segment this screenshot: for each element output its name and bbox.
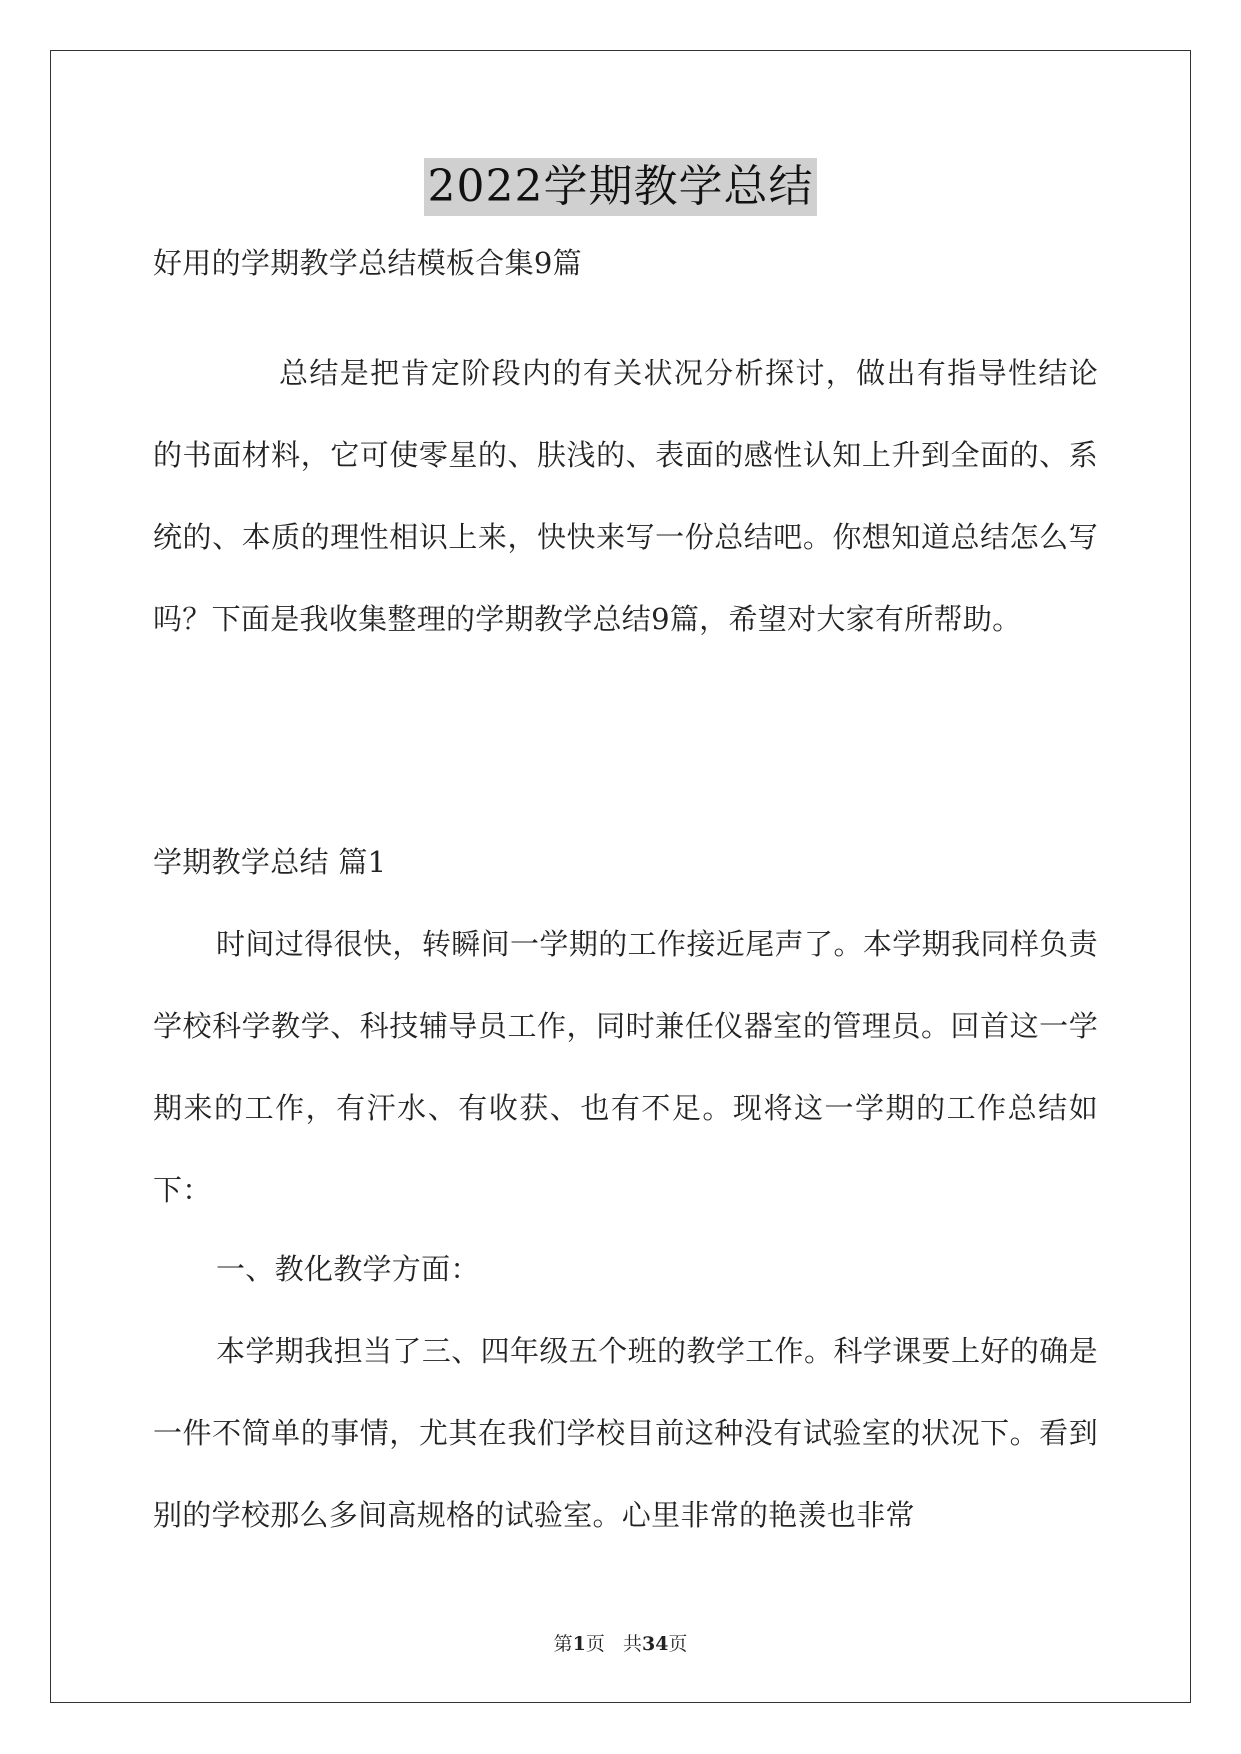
page-footer [0, 1630, 1241, 1658]
total-prefix: 共 [622, 1633, 642, 1655]
document-title: 2022学期教学总结 [424, 158, 818, 216]
body-paragraph: 时间过得很快，转瞬间一学期的工作接近尾声了。本学期我同样负责学校科学教学、科技辅导员工作，同时兼任仪器室的管理员。回首这一学期来的工作，有汗水、有收获、也有不足。现将这一学期的工作总结如下： [153, 927, 1098, 1207]
page-prefix: 第 [553, 1633, 573, 1655]
body-paragraph: 本学期我担当了三、四年级五个班的教学工作。科学课要上好的确是一件不简单的事情，尤其在我们学校目前这种没有试验室的状况下。看到别的学校那么多间高规格的试验室。心里非常的艳羡也非常 [153, 1334, 1098, 1532]
section-heading: 学期教学总结 篇1 [153, 845, 387, 879]
page-current: 1 [572, 1633, 586, 1655]
title-container [0, 158, 1241, 216]
page-total: 34 [641, 1633, 669, 1655]
subsection-heading: 一、教化教学方面： [216, 1252, 480, 1286]
document-subtitle: 好用的学期教学总结模板合集9篇 [153, 246, 582, 280]
total-suffix: 页 [668, 1633, 688, 1655]
intro-paragraph: 总结是把肯定阶段内的有关状况分析探讨，做出有指导性结论的书面材料，它可使零星的、肤浅的、表面的感性认知上升到全面的、系统的、本质的理性相识上来，快快来写一份总结吧。你想知道总结怎么写吗？下面是我收集整理的学期教学总结9篇，希望对大家有所帮助。 [153, 356, 1098, 636]
page-suffix: 页 [585, 1633, 605, 1655]
